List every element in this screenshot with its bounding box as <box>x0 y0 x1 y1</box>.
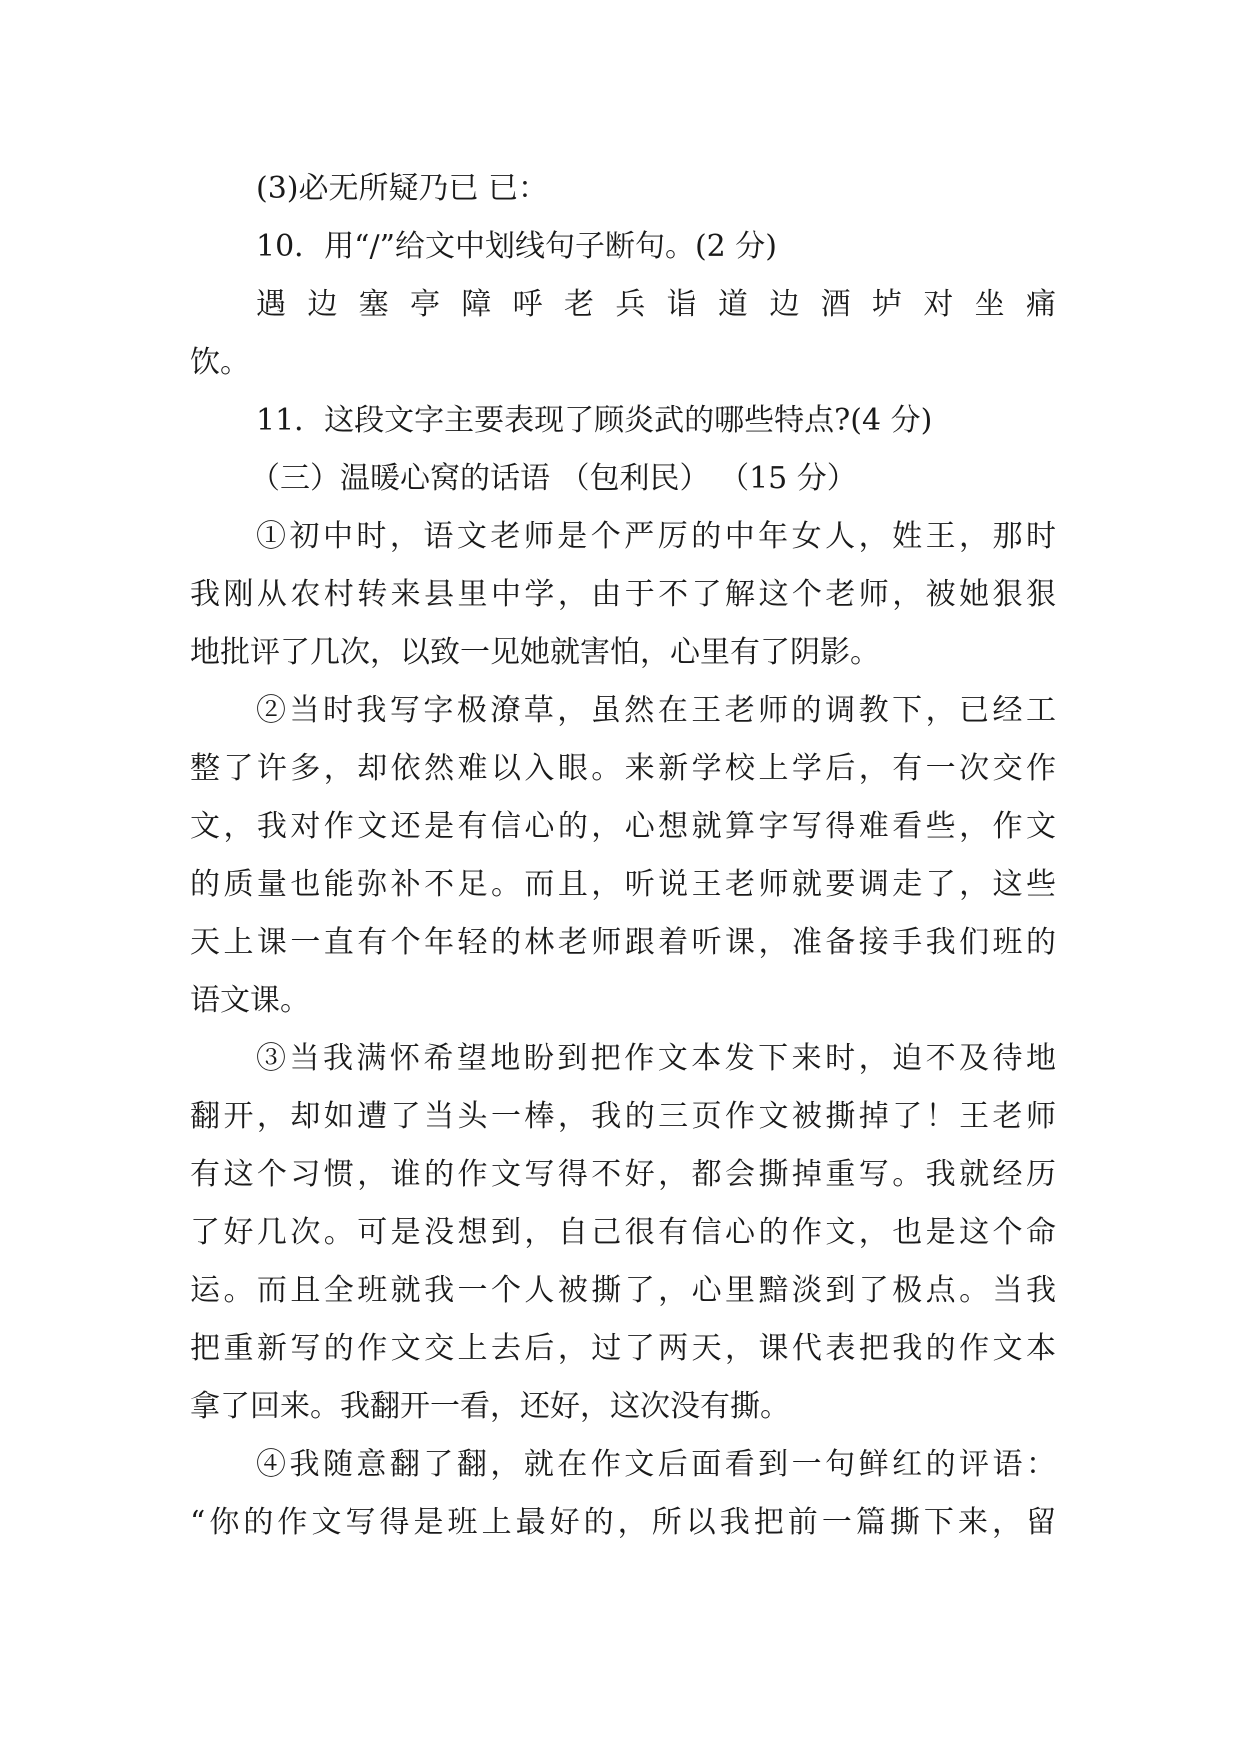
document-body <box>190 160 1056 1552</box>
section-title: （三）温暖心窝的话语 （包利民） （15 分） <box>250 461 857 496</box>
text-line: ②当时我写字极潦草，虽然在王老师的调教下，已经工 <box>256 693 1056 728</box>
text-line: ④我随意翻了翻，就在作文后面看到一句鲜红的评语： <box>256 1447 1056 1482</box>
text-line: 地批评了几次，以致一见她就害怕，心里有了阴影。 <box>190 635 880 670</box>
text-line: 10．用“/”给文中划线句子断句。(2 分) <box>256 229 777 264</box>
text-line: 有这个习惯，谁的作文写得不好，都会撕掉重写。我就经历 <box>190 1157 1056 1192</box>
text-line: “你的作文写得是班上最好的，所以我把前一篇撕下来，留 <box>190 1505 1056 1540</box>
text-line: 天上课一直有个年轻的林老师跟着听课，准备接手我们班的 <box>190 925 1056 960</box>
text-line: 运。而且全班就我一个人被撕了，心里黯淡到了极点。当我 <box>190 1273 1056 1308</box>
text-line: 11．这段文字主要表现了顾炎武的哪些特点?(4 分) <box>256 403 933 438</box>
text-line: 文，我对作文还是有信心的，心想就算字写得难看些，作文 <box>190 809 1056 844</box>
text-line: ①初中时，语文老师是个严厉的中年女人，姓王，那时 <box>256 519 1056 554</box>
text-line: 我刚从农村转来县里中学，由于不了解这个老师，被她狠狠 <box>190 577 1056 612</box>
text-line: 拿了回来。我翻开一看，还好，这次没有撕。 <box>190 1389 790 1424</box>
text-line: 整了许多，却依然难以入眼。来新学校上学后，有一次交作 <box>190 751 1056 786</box>
text-line: 的质量也能弥补不足。而且，听说王老师就要调走了，这些 <box>190 867 1056 902</box>
text-line: (3)必无所疑乃已 已： <box>256 171 549 206</box>
text-line: 了好几次。可是没想到，自己很有信心的作文，也是这个命 <box>190 1215 1056 1250</box>
text-line: 翻开，却如遭了当头一棒，我的三页作文被撕掉了！王老师 <box>190 1099 1056 1134</box>
text-line: 饮。 <box>190 345 250 380</box>
text-line: 把重新写的作文交上去后，过了两天，课代表把我的作文本 <box>190 1331 1056 1366</box>
text-line: 遇 边 塞 亭 障 呼 老 兵 诣 道 边 酒 垆 对 坐 痛 <box>256 287 1056 322</box>
text-line: ③当我满怀希望地盼到把作文本发下来时，迫不及待地 <box>256 1041 1056 1076</box>
text-line: 语文课。 <box>190 983 310 1018</box>
